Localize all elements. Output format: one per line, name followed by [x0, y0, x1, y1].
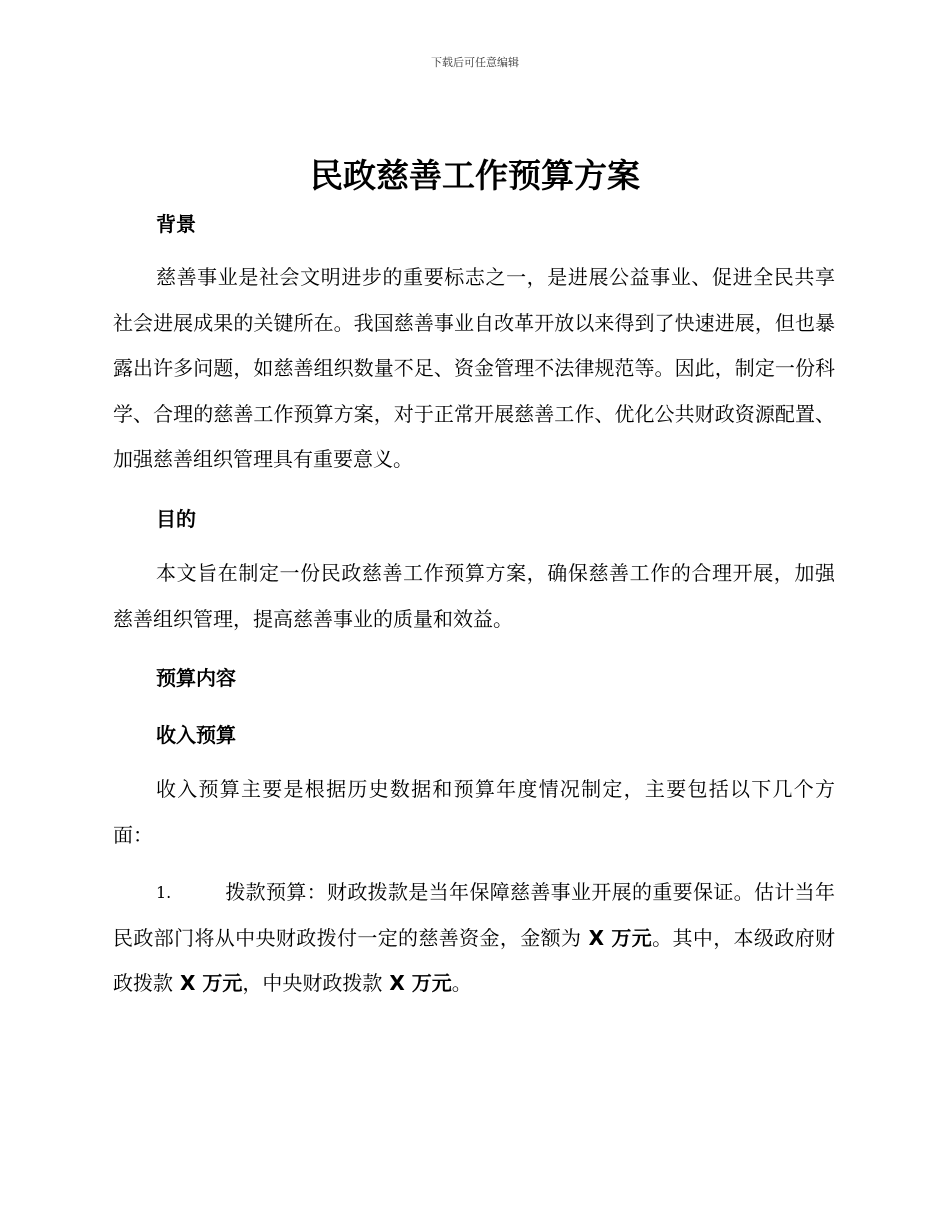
amount-central: X 万元 — [382, 971, 452, 995]
paragraph-purpose: 本文旨在制定一份民政慈善工作预算方案，确保慈善工作的合理开展，加强慈善组织管理，提高慈善事业的质量和效益。 — [113, 561, 835, 631]
document-title: 民政慈善工作预算方案 — [310, 156, 640, 195]
list-item-text-c: ，中央财政拨款 — [242, 971, 383, 995]
section-heading-purpose: 目的 — [156, 507, 196, 531]
list-number: 1. — [156, 883, 172, 902]
header-note: 下载后可任意编辑 — [431, 56, 519, 69]
list-item-1 — [113, 870, 835, 1007]
list-item-text-b: 。其中，本级政府财政拨款 — [113, 925, 835, 995]
list-item-text-a: 拨款预算：财政拨款是当年保障慈善事业开展的重要保证。估计当年民政部门将从中央财政拨付一定的慈善资金，金额为 — [113, 880, 835, 950]
section-heading-background: 背景 — [156, 212, 196, 236]
amount-local: X 万元 — [173, 971, 243, 995]
paragraph-income: 收入预算主要是根据历史数据和预算年度情况制定，主要包括以下几个方面： — [113, 777, 835, 847]
amount-total: X 万元 — [581, 925, 653, 950]
list-item-text-d: 。 — [451, 971, 472, 995]
section-heading-income: 收入预算 — [156, 723, 236, 747]
paragraph-background: 慈善事业是社会文明进步的重要标志之一，是进展公益事业、促进全民共享社会进展成果的关键所在。我国慈善事业自改革开放以来得到了快速进展，但也暴露出许多问题，如慈善组织数量不足、资金管理不法律规范等。因此，制定一份科学、合理的慈善工作预算方案，对于正常开展慈善工作、优化公共财政资源配置、加强慈善组织管理具有重要意义。 — [113, 265, 835, 471]
section-heading-budget-content: 预算内容 — [156, 666, 236, 690]
